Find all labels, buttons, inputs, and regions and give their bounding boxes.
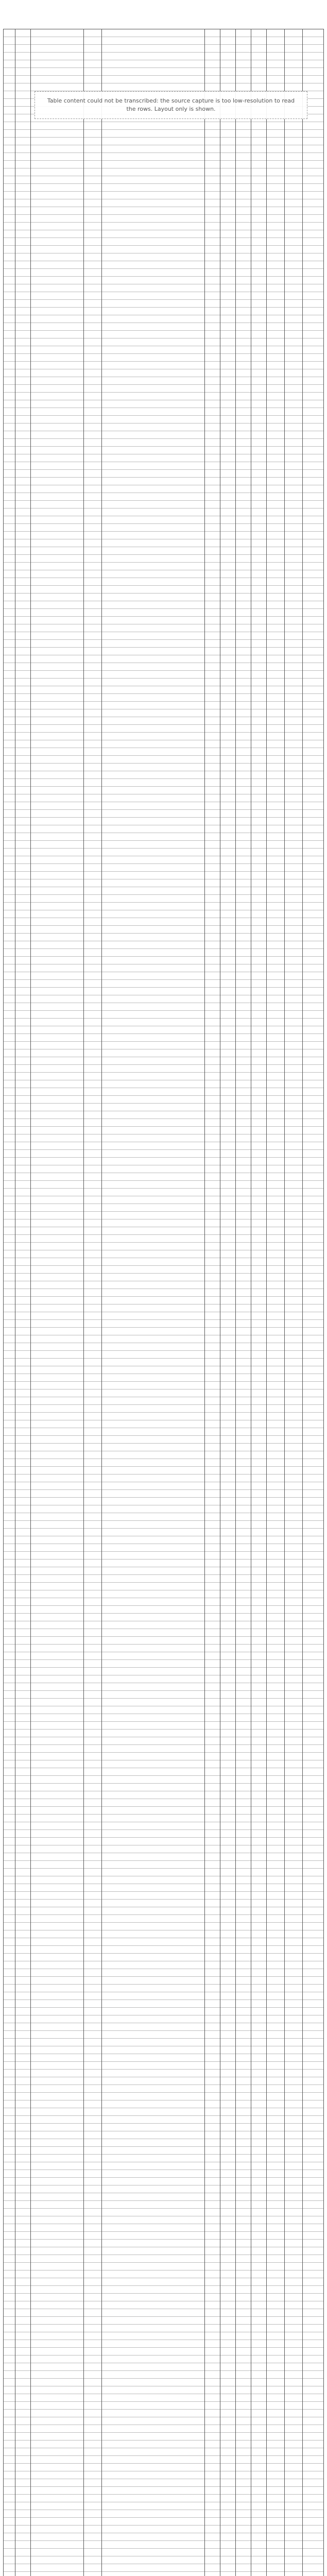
column-divider — [30, 29, 31, 2576]
unreadable-notice: Table content could not be transcribed: the source capture is too low-resolution to read the rows. Layout only is shown. — [35, 91, 307, 119]
column-divider — [302, 29, 303, 2576]
column-divider — [101, 29, 102, 2576]
document-header — [0, 4, 327, 5]
column-divider — [204, 29, 205, 2576]
column-divider — [235, 29, 236, 2576]
enrollment-table — [3, 29, 324, 2576]
column-divider — [266, 29, 267, 2576]
column-divider — [284, 29, 285, 2576]
column-divider — [83, 29, 84, 2576]
